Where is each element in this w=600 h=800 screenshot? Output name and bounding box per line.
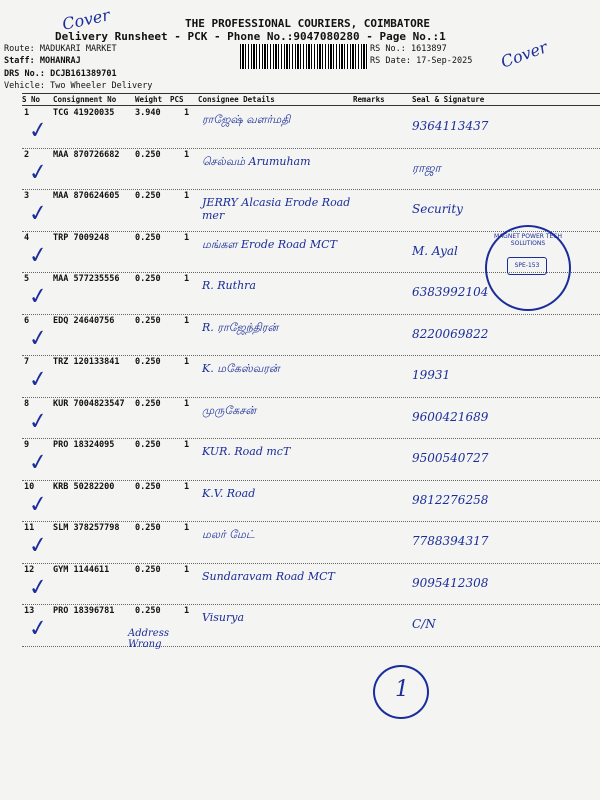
rs-no-line: RS No.: 1613897 <box>370 44 447 54</box>
row-weight: 0.250 <box>135 315 161 326</box>
row-sno: 1 <box>24 108 30 118</box>
col-pcs: PCS <box>170 95 184 104</box>
row-consignment: SLM 378257798 <box>53 523 120 533</box>
row-sno: 6 <box>24 315 30 326</box>
check-mark-icon: ✓ <box>27 321 48 354</box>
check-mark-icon: ✓ <box>27 363 48 395</box>
row-weight: 0.250 <box>135 357 161 367</box>
page-mark: 1 <box>395 677 409 702</box>
row-pcs: 1 <box>184 523 190 533</box>
row-consignment: KUR 7004823547 <box>53 398 125 409</box>
row-signature-handwriting: ராஜா <box>412 160 441 175</box>
barcode <box>240 44 368 69</box>
check-mark-icon: ✓ <box>27 612 48 644</box>
row-pcs: 1 <box>184 149 190 160</box>
check-mark-icon: ✓ <box>27 487 48 520</box>
row-signature-handwriting: 9600421689 <box>412 409 489 424</box>
row-pcs: 1 <box>184 481 190 492</box>
row-consignee-handwriting: Sundaravam Road MCT <box>202 569 335 583</box>
row-pcs: 1 <box>184 440 190 450</box>
page-subtitle: Delivery Runsheet - PCK - Phone No.:9047080280 - Page No.:1 <box>55 30 446 43</box>
vehicle-line: Vehicle: Two Wheeler Delivery <box>4 81 153 91</box>
row-pcs: 1 <box>184 357 190 367</box>
check-mark-icon: ✓ <box>27 197 48 229</box>
row-sno: 4 <box>24 232 30 243</box>
row-signature-handwriting: Security <box>412 202 463 216</box>
vehicle-value: Two Wheeler Delivery <box>50 81 153 91</box>
row-consignee-handwriting: R. Ruthra <box>202 279 256 292</box>
drs-line: DRS No.: DCJB161389701 <box>4 69 117 79</box>
row-consignment: MAA 870726682 <box>53 149 120 160</box>
row-weight: 0.250 <box>135 606 161 616</box>
row-signature-handwriting: C/N <box>412 617 436 631</box>
row-consignee-handwriting: மலர் மேட் <box>202 528 255 541</box>
runsheet-table <box>22 93 600 645</box>
route-value: MADUKARI MARKET <box>39 44 117 54</box>
row-pcs: 1 <box>184 274 190 284</box>
staff-line: Staff: MOHANRAJ <box>4 56 81 66</box>
row-sno: 11 <box>24 523 35 533</box>
row-consignment: PRO 18396781 <box>53 606 115 616</box>
row-sno: 8 <box>24 398 30 409</box>
row-consignment: MAA 870624605 <box>53 191 120 201</box>
rs-no-value: 1613897 <box>410 44 447 54</box>
table-top-rule <box>22 93 600 94</box>
rs-date-value: 17-Sep-2025 <box>416 56 473 66</box>
table-row <box>22 356 600 398</box>
row-weight: 0.250 <box>135 191 161 201</box>
row-consignee-handwriting: KUR. Road mcT <box>202 445 291 458</box>
row-consignment: GYM 1144611 <box>53 564 110 575</box>
row-pcs: 1 <box>184 398 190 409</box>
table-row <box>22 149 600 191</box>
check-mark-icon: ✓ <box>27 114 48 146</box>
check-mark-icon: ✓ <box>27 155 48 188</box>
row-pcs: 1 <box>184 232 190 243</box>
row-consignment: TRP 7009248 <box>53 232 110 243</box>
row-consignment: KRB 50282200 <box>53 481 115 492</box>
row-sno: 13 <box>24 606 35 616</box>
row-signature-handwriting: 19931 <box>412 368 451 382</box>
col-seal: Seal & Signature <box>412 95 485 104</box>
row-sno: 2 <box>24 149 30 160</box>
seal-text: MAGNET POWER TECH SOLUTIONS <box>494 233 562 247</box>
check-mark-icon: ✓ <box>27 570 48 603</box>
row-signature-handwriting: 8220069822 <box>412 326 489 341</box>
row-consignee-handwriting: ராஜேஷ் வளர்மதி <box>202 113 291 126</box>
page-mark-circle <box>373 665 429 719</box>
row-consignment: TCG 41920035 <box>53 108 115 118</box>
row-weight: 3.940 <box>135 108 161 118</box>
row-consignee-handwriting: மங்கள Erode Road MCT <box>202 237 337 251</box>
row-consignment: MAA 577235556 <box>53 274 120 284</box>
row-signature-handwriting: 9364113437 <box>412 119 489 133</box>
table-row <box>22 481 600 523</box>
row-consignment: TRZ 120133841 <box>53 357 120 367</box>
row-sno: 3 <box>24 191 30 201</box>
drs-value: DCJB161389701 <box>50 69 117 79</box>
table-row <box>22 605 600 647</box>
check-mark-icon: ✓ <box>27 238 48 271</box>
row-pcs: 1 <box>184 315 190 326</box>
table-header-rule <box>22 105 600 106</box>
col-weight: Weight <box>135 95 163 104</box>
table-row <box>22 522 600 564</box>
col-details: Consignee Details <box>198 95 275 104</box>
route-line: Route: MADUKARI MARKET <box>4 44 117 54</box>
row-consignment: PRO 18324095 <box>53 440 115 450</box>
table-row <box>22 439 600 481</box>
row-consignee-handwriting: Visurya <box>202 611 245 624</box>
row-signature-handwriting: 7788394317 <box>412 534 489 548</box>
row-pcs: 1 <box>184 606 190 616</box>
row-consignee-handwriting: JERRY Alcasia Erode Road mer <box>202 196 351 222</box>
staff-value: MOHANRAJ <box>39 56 81 66</box>
col-consignment: Consignment No <box>53 95 117 104</box>
row-pcs: 1 <box>184 191 190 201</box>
check-mark-icon: ✓ <box>27 280 48 312</box>
address-note: Address Wrong <box>128 628 169 650</box>
row-weight: 0.250 <box>135 274 161 284</box>
row-signature-handwriting: 9812276258 <box>412 492 489 507</box>
row-rule <box>22 646 600 647</box>
check-mark-icon: ✓ <box>27 404 48 437</box>
table-row <box>22 190 600 232</box>
col-sno: S No <box>22 95 41 104</box>
cover-note-top: Cover <box>60 5 112 34</box>
row-sno: 12 <box>24 564 35 575</box>
company-seal <box>485 225 571 311</box>
row-sno: 9 <box>24 440 30 450</box>
row-weight: 0.250 <box>135 232 161 243</box>
seal-code: SPE-153 <box>507 257 547 275</box>
row-sno: 10 <box>24 481 35 492</box>
row-weight: 0.250 <box>135 564 161 575</box>
row-consignment: EDQ 24640756 <box>53 315 115 326</box>
row-pcs: 1 <box>184 564 190 575</box>
row-weight: 0.250 <box>135 149 161 160</box>
row-weight: 0.250 <box>135 523 161 533</box>
row-consignee-handwriting: K. மகேஸ்வரன் <box>202 362 280 375</box>
row-sno: 5 <box>24 274 30 284</box>
row-consignee-handwriting: முருகேசன் <box>202 403 257 417</box>
row-signature-handwriting: M. Ayal <box>412 243 458 258</box>
row-weight: 0.250 <box>135 398 161 409</box>
page-title: THE PROFESSIONAL COURIERS, COIMBATORE <box>185 17 431 30</box>
row-weight: 0.250 <box>135 440 161 450</box>
table-row <box>22 398 600 440</box>
table-row <box>22 315 600 357</box>
row-sno: 7 <box>24 357 30 367</box>
row-weight: 0.250 <box>135 481 161 492</box>
row-consignee-handwriting: செல்வம் Arumuham <box>202 154 311 168</box>
table-row <box>22 107 600 149</box>
check-mark-icon: ✓ <box>27 529 48 561</box>
row-consignee-handwriting: R. ராஜேந்திரன் <box>202 320 279 334</box>
row-consignee-handwriting: K.V. Road <box>202 486 256 500</box>
row-signature-handwriting: 6383992104 <box>412 285 489 299</box>
check-mark-icon: ✓ <box>27 446 48 478</box>
row-signature-handwriting: 9095412308 <box>412 575 489 590</box>
table-row <box>22 564 600 606</box>
col-remarks: Remarks <box>353 95 385 104</box>
rs-date-line: RS Date: 17-Sep-2025 <box>370 56 473 66</box>
row-pcs: 1 <box>184 108 190 118</box>
cover-note-right: Cover <box>498 37 550 72</box>
row-signature-handwriting: 9500540727 <box>412 451 489 465</box>
